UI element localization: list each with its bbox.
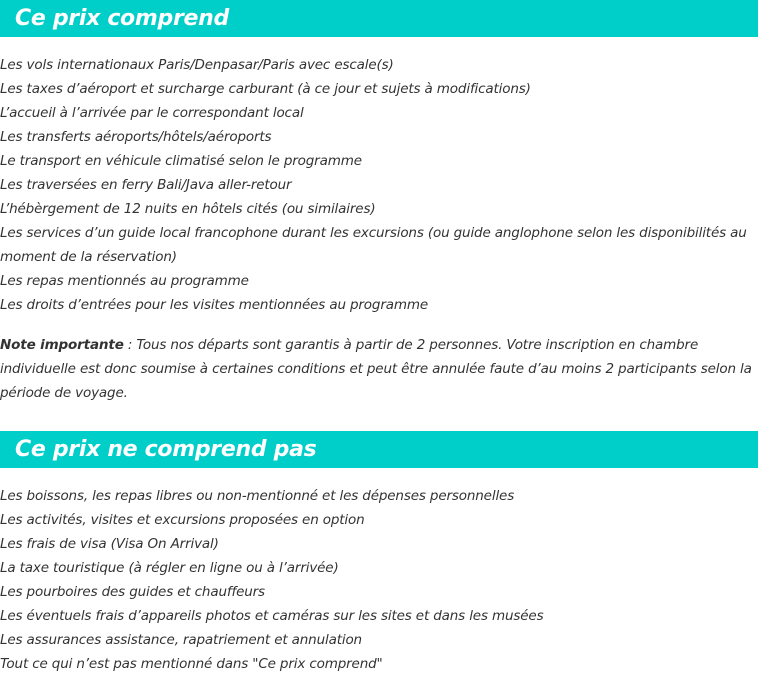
list-item: Les transferts aéroports/hôtels/aéroports	[0, 129, 272, 145]
list-item: Les droits d’entrées pour les visites mentionnées au programme	[0, 297, 429, 313]
list-item: La taxe touristique (à régler en ligne ou à l’arrivée)	[0, 560, 339, 576]
list-item: Le transport en véhicule climatisé selon le programme	[0, 153, 362, 169]
important-note-label: Note importante	[0, 337, 124, 353]
list-item: Les taxes d’aéroport et surcharge carburant (à ce jour et sujets à modifications)	[0, 81, 531, 97]
list-item: Les éventuels frais d’appareils photos et caméras sur les sites et dans les musées	[0, 608, 544, 624]
list-item: Les frais de visa (Visa On Arrival)	[0, 536, 219, 552]
important-note	[0, 333, 752, 405]
included-list	[0, 53, 758, 317]
list-item: Tout ce qui n’est pas mentionné dans "Ce prix comprend"	[0, 656, 383, 672]
list-item: Les repas mentionnés au programme	[0, 273, 249, 289]
list-item: Les assurances assistance, rapatriement et annulation	[0, 632, 362, 648]
list-item: L’hébèrgement de 12 nuits en hôtels cités (ou similaires)	[0, 201, 376, 217]
list-item: Les boissons, les repas libres ou non-mentionné et les dépenses personnelles	[0, 488, 515, 504]
important-note-text: : Tous nos départs sont garantis à partir de 2 personnes. Votre inscription en chambre individuelle est donc soumise à certaines conditions et peut être annulée faute d’au moins 2 participants selon la période de voyage.	[0, 337, 752, 401]
list-item: Les pourboires des guides et chauffeurs	[0, 584, 265, 600]
list-item: Les activités, visites et excursions proposées en option	[0, 512, 365, 528]
list-item: Les services d’un guide local francophone durant les excursions (ou guide anglophone selon les disponibilités au moment de la réservation)	[0, 225, 747, 265]
list-item: L’accueil à l’arrivée par le correspondant local	[0, 105, 304, 121]
section-header-not-included: Ce prix ne comprend pas	[0, 431, 758, 468]
section-header-included: Ce prix comprend	[0, 0, 758, 37]
list-item: Les vols internationaux Paris/Denpasar/Paris avec escale(s)	[0, 57, 394, 73]
not-included-list	[0, 484, 758, 676]
list-item: Les traversées en ferry Bali/Java aller-retour	[0, 177, 292, 193]
